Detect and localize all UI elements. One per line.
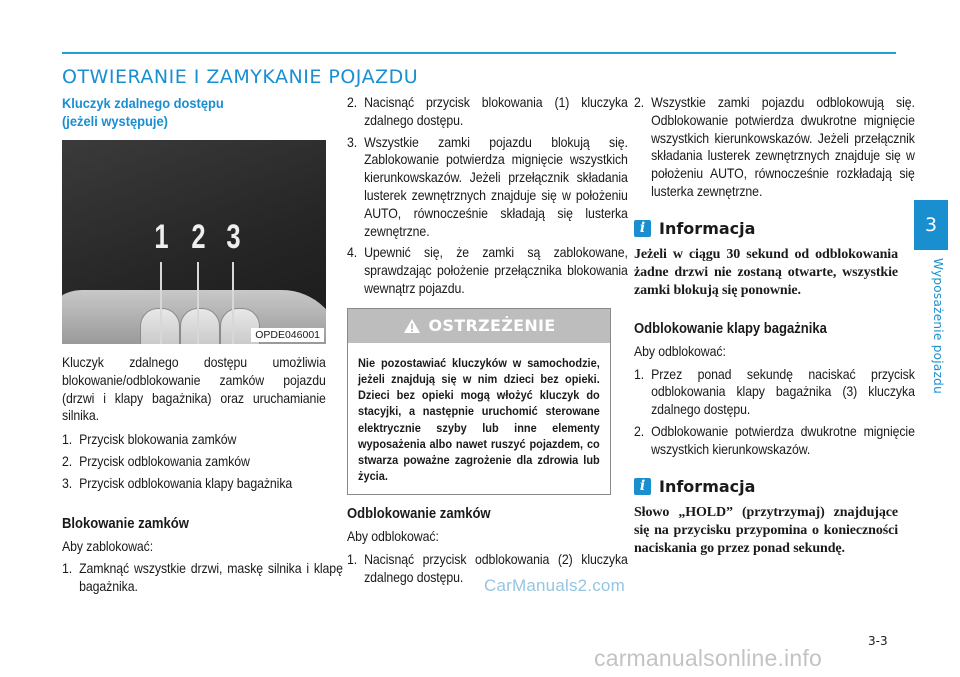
warning-header — [348, 309, 610, 343]
callout-number-1: 1 — [154, 218, 169, 256]
list-item: 2. Nacisnąć przycisk blokowania (1) kluczyka zdalnego dostępu. — [347, 95, 628, 128]
watermark-carmanuals2: CarManuals2.com — [484, 576, 625, 595]
warning-label: OSTRZEŻENIE — [428, 316, 556, 336]
list-item: 3. Przycisk odblokowania klapy bagażnika — [62, 475, 293, 491]
subsection-title-line2: (jeżeli występuje) — [62, 113, 168, 129]
info-text-1: Jeżeli w ciągu 30 sekund od odblokowania żadne drzwi nie zostaną otwarte, wszystkie zamki blokują się ponownie. — [634, 246, 898, 298]
list-item: 1. Przez ponad sekundę naciskać przycisk odblokowania klapy bagażnika (3) kluczyka zdalnego dostępu. — [634, 366, 915, 418]
lock-steps — [62, 560, 343, 596]
top-rule — [62, 52, 896, 54]
unlock-heading: Odblokowanie zamków — [347, 506, 491, 523]
key-fob-figure — [62, 140, 326, 344]
info-title: Informacja — [659, 218, 756, 238]
info-icon: i — [634, 478, 651, 495]
unlock-intro: Aby odblokować: — [347, 529, 439, 545]
section-title: OTWIERANIE I ZAMYKANIE POJAZDU — [62, 66, 419, 88]
list-item: 4. Upewnić się, że zamki są zablokowane, sprawdzając położenie przełącznika blokowania wewnątrz pojazdu. — [347, 245, 628, 296]
page-number: 3-3 — [868, 634, 888, 648]
figure-code: OPDE046001 — [251, 328, 324, 342]
callout-line-3 — [232, 262, 234, 344]
buttons-list — [62, 431, 326, 492]
column-1 — [62, 94, 343, 596]
info-heading-2 — [634, 477, 898, 496]
unlock-steps-continued — [634, 94, 915, 201]
list-item: 2. Przycisk odblokowania zamków — [62, 453, 250, 469]
list-item: 1. Przycisk blokowania zamków — [62, 432, 237, 448]
unlock-button-graphic — [180, 308, 220, 344]
list-item: 2. Wszystkie zamki pojazdu odblokowują się. Odblokowanie potwierdza dwukrotne mignięcie wszystkich kierunkowskazów. Jeżeli przełącznik składania lusterek zewnętrznych znajduje się w położeniu AUTO, równocześnie rozkładają się lusterka zewnętrzne. — [634, 95, 915, 199]
subsection-title-line1: Kluczyk zdalnego dostępu — [62, 95, 224, 111]
warning-text: Nie pozostawiać kluczyków w samochodzie, jeżeli znajdują się w nim dzieci bez opieki. Dzieci bez opieki mogą włożyć kluczyk do stacyjki, a następnie uruchomić sterowane elektrycznie szyby lub inne elementy wyposażenia albo nawet ruszyć pojazdem, co stwarza poważne zagrożenie dla zdrowia lub życia. — [358, 355, 600, 484]
list-item: 3. Wszystkie zamki pojazdu blokują się. Zablokowanie potwierdza mignięcie wszystkich kierunkowskazów. Jeżeli przełącznik składania lusterek zewnętrznych znajduje się w położeniu AUTO, równocześnie składają się lusterka zewnętrzne. — [347, 134, 628, 239]
chapter-title: Wyposażenie pojazdu — [931, 258, 945, 395]
list-item: 2. Odblokowanie potwierdza dwukrotne mignięcie wszystkich kierunkowskazów. — [634, 423, 915, 457]
callout-line-2 — [197, 262, 199, 344]
chapter-tab: 3 — [914, 200, 948, 250]
warning-triangle-icon — [403, 318, 421, 334]
callout-line-1 — [160, 262, 162, 344]
info-heading-1 — [634, 219, 898, 238]
callout-number-3: 3 — [226, 218, 241, 256]
info-text-2: Słowo „HOLD” (przytrzymaj) znajdujące się na przycisku przypomina o konieczności naciskania go przez ponad sekundę. — [634, 504, 898, 556]
lock-steps-continued — [347, 94, 628, 298]
intro-paragraph: Kluczyk zdalnego dostępu umożliwia blokowanie/odblokowanie zamków pojazdu (drzwi i klapy bagażnika) oraz uruchamianie silnika. — [62, 355, 326, 424]
lock-intro: Aby zablokować: — [62, 538, 154, 554]
warning-box — [347, 308, 611, 496]
lock-heading: Blokowanie zamków — [62, 515, 189, 532]
info-icon: i — [634, 220, 651, 237]
list-item: 1. Zamknąć wszystkie drzwi, maskę silnika i klapę bagażnika. — [62, 561, 343, 595]
watermark-carmanualsonline: carmanualsonline.info — [594, 645, 822, 671]
trunk-steps — [634, 366, 915, 459]
callout-number-2: 2 — [191, 218, 206, 256]
trunk-intro: Aby odblokować: — [634, 343, 726, 359]
info-title: Informacja — [659, 476, 756, 496]
warning-body — [348, 343, 610, 495]
column-3 — [634, 94, 915, 558]
column-2 — [347, 94, 628, 587]
list-item: 1. Nacisnąć przycisk odblokowania (2) kluczyka zdalnego dostępu. — [347, 552, 628, 585]
trunk-heading: Odblokowanie klapy bagażnika — [634, 320, 827, 337]
